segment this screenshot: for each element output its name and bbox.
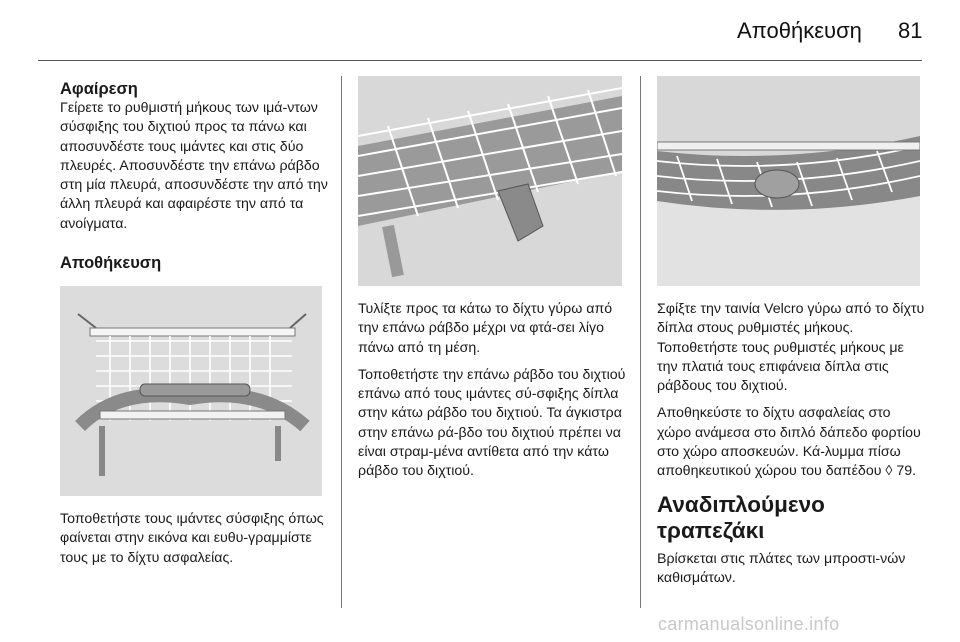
figure-caption: Τοποθετήστε τους ιμάντες σύσφιξης όπως φαίνεται στην εικόνα και ευθυ-γραμμίστε τους με το δίχτυ ασφαλείας. — [60, 511, 324, 566]
heading-folding-table: Αναδιπλούμενο τραπεζάκι — [657, 491, 825, 543]
header-rule — [38, 60, 922, 61]
removal-text: Γείρετε το ρυθμιστή μήκους των ιμά-ντων σύσφιξης του διχτιού προς τα πάνω και αποσυνδέστε τους ιμάντες και στις δύο πλευρές. Αποσυνδέστε την επάνω ράβδο στη μία πλευρά, αποσυνδέστε την από την άλλη πλευρά και αφαιρέστε την από τα ανοίγματα. — [60, 100, 328, 232]
heading-removal: Αφαίρεση — [60, 80, 138, 98]
page-number: 81 — [898, 18, 923, 43]
figure-net-rolling — [358, 76, 622, 286]
column-1-caption — [60, 510, 330, 576]
page-reference-link[interactable]: 79. — [892, 463, 917, 480]
header-title: Αποθήκευση — [737, 18, 862, 43]
watermark: carmanualsonline.info — [658, 614, 840, 634]
col2-paragraph-1: Τυλίξτε προς τα κάτω το δίχτυ γύρω από την επάνω ράβδο μέχρι να φτά-σει λίγο πάνω από τη μέση. — [358, 301, 613, 356]
column-divider-2 — [640, 76, 641, 608]
col3-paragraph-2-text: Αποθηκεύστε το δίχτυ ασφαλείας στο χώρο ανάμεσα στο διπλό δάπεδο φορτίου στο χώρο αποσκευών. Κά-λυμμα πίσω αποθηκευτικού χώρου του δαπέδου — [657, 405, 921, 480]
figure-net-stored — [657, 76, 920, 286]
col3-paragraph-2 — [657, 404, 927, 481]
col2-paragraph-2: Τοποθετήστε την επάνω ράβδο του διχτιού επάνω από τους ιμάντες σύ-σφιξης δίπλα στην κάτω ράβδο του διχτιού. Τα άγκιστρα στην επάνω ρά-βδο του διχτιού πρέπει να είναι στραμ-μένα αντίθετα από την κάτω ράβδο του διχτιού. — [358, 366, 626, 480]
folding-table-text: Βρίσκεται στις πλάτες των μπροστι-νών καθισμάτων. — [657, 550, 906, 586]
figure-net-straps — [60, 286, 322, 496]
column-2 — [358, 300, 628, 490]
col3-paragraph-1: Σφίξτε την ταινία Velcro γύρω από το δίχτυ δίπλα στους ρυθμιστές μήκους. Τοποθετήστε τους ρυθμιστές μήκους με την πλατιά τους επιφάνεια δίπλα στις ράβδους του διχτιού. — [657, 301, 925, 395]
heading-storage: Αποθήκευση — [60, 254, 162, 273]
page-reference-icon: ◊ — [885, 463, 893, 480]
column-divider-1 — [341, 76, 342, 608]
column-1 — [60, 80, 330, 273]
column-3 — [657, 300, 927, 596]
